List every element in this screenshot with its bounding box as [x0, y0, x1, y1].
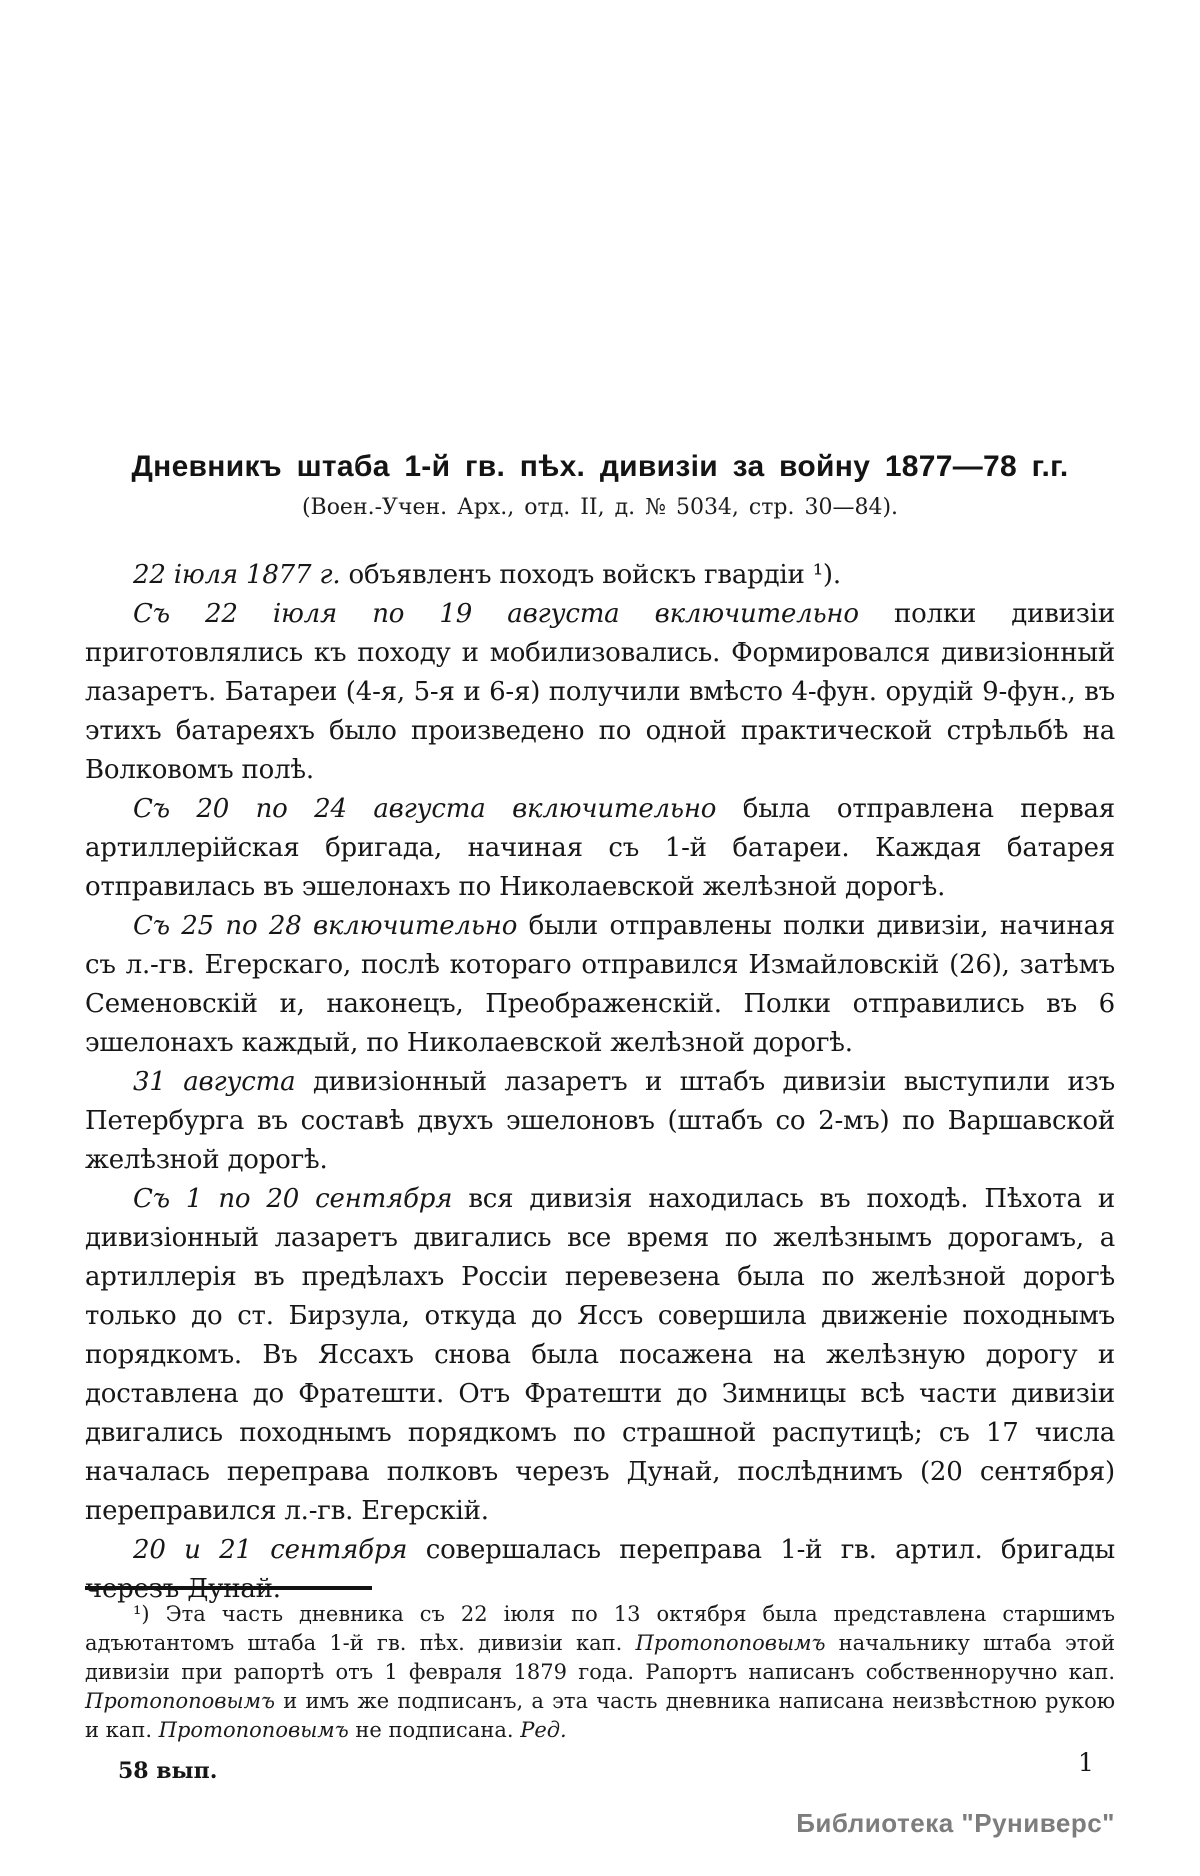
- page-number: 1: [1078, 1748, 1094, 1777]
- page-heading: [85, 450, 1115, 520]
- footnote-segment-name: Протопоповымъ: [152, 1718, 349, 1742]
- footnote-block: [85, 1586, 1115, 1745]
- date-lead: 20 и 21 сентября: [133, 1535, 408, 1565]
- paragraph-text: дивизіонный лазаретъ и штабъ дивизіи выступили изъ Петербурга въ составѣ двухъ эшелоновъ (штабъ со 2-мъ) по Варшавской желѣзной дорогѣ.: [85, 1067, 1115, 1175]
- library-watermark: Библиотека "Руниверс": [796, 1808, 1115, 1838]
- diary-paragraph: [85, 556, 1115, 595]
- date-lead: 22 іюля 1877 г.: [133, 560, 341, 590]
- diary-body: [85, 556, 1115, 1609]
- paragraph-text: объявленъ походъ войскъ гвардіи ¹).: [340, 560, 841, 590]
- footnote-segment-name: Протопоповымъ: [622, 1631, 826, 1655]
- footnote: [85, 1600, 1115, 1745]
- paragraph-text: была отправлена первая артиллерійская бригада, начиная съ 1-й батареи. Каждая батарея отправилась въ эшелонахъ по Николаевской желѣзной дорогѣ.: [85, 794, 1116, 902]
- date-lead: Съ 1 по 20 сентября: [133, 1184, 453, 1214]
- footnote-divider: [85, 1586, 372, 1590]
- footnote-segment: и имъ же подписанъ, а эта часть дневника написана неизвѣстною рукою и кап.: [85, 1689, 1115, 1742]
- diary-paragraph: [85, 907, 1115, 1063]
- paragraph-text: были отправлены полки дивизіи, начиная съ л.-гв. Егерскаго, послѣ котораго отправился Измайловскій (26), затѣмъ Семеновскій и, наконецъ, Преображенскій. Полки отправились въ 6 эшелонахъ каждый, по Николаевской желѣзной дорогѣ.: [85, 911, 1116, 1058]
- footnote-segment-name: Протопоповымъ: [85, 1689, 276, 1713]
- diary-paragraph: [85, 595, 1115, 790]
- archive-reference: (Воен.-Учен. Арх., отд. II, д. № 5034, стр. 30—84).: [301, 495, 899, 520]
- paragraph-text: совершалась переправа 1-й гв. артил. бригады черезъ Дунай.: [85, 1535, 1115, 1604]
- footnote-editor-signature: Ред.: [513, 1718, 567, 1742]
- footnote-segment: не подписана.: [348, 1718, 514, 1742]
- date-lead: Съ 20 по 24 августа включительно: [133, 794, 717, 824]
- footnote-segment: Эта часть дневника съ 22 іюля по 13 октября была представлена старшимъ адъютантомъ штаба 1-й гв. пѣх. дивизіи кап.: [85, 1602, 1115, 1655]
- date-lead: Съ 22 іюля по 19 августа включительно: [133, 599, 859, 629]
- edition-label: 58 вып.: [118, 1758, 218, 1784]
- page-title: Дневникъ штаба 1-й гв. пѣх. дивизіи за войну 1877—78 г.г.: [131, 450, 1069, 483]
- date-lead: 31 августа: [133, 1067, 296, 1097]
- diary-paragraph: [85, 790, 1115, 907]
- paragraph-text: полки дивизіи приготовлялись къ походу и мобилизовались. Формировался дивизіонный лазаретъ. Батареи (4-я, 5-я и 6-я) получили вмѣсто 4-фун. орудій 9-фун., въ этихъ батареяхъ было произведено по одной практической стрѣльбѣ на Волковомъ полѣ.: [85, 599, 1116, 785]
- footnote-marker: ¹): [133, 1602, 150, 1626]
- paragraph-text: вся дивизія находилась въ походѣ. Пѣхота и дивизіонный лазаретъ двигались все время по желѣзнымъ дорогамъ, а артиллерія въ предѣлахъ Россіи перевезена была по желѣзной дорогѣ только до ст. Бирзула, откуда до Яссъ совершила движеніе походнымъ порядкомъ. Въ Яссахъ снова была посажена на желѣзную дорогу и доставлена до Фратешти. Отъ Фратешти до Зимницы всѣ части дивизіи двигались походнымъ порядкомъ по страшной распутицѣ; съ 17 числа началась переправа полковъ черезъ Дунай, послѣднимъ (20 сентября) переправился л.-гв. Егерскій.: [85, 1184, 1115, 1526]
- date-lead: Съ 25 по 28 включительно: [133, 911, 518, 941]
- diary-paragraph: [85, 1063, 1115, 1180]
- footnote-segment: начальнику штаба этой дивизіи при рапортѣ отъ 1 февраля 1879 года. Рапортъ написанъ собственноручно кап.: [85, 1631, 1116, 1684]
- diary-paragraph: [85, 1180, 1115, 1531]
